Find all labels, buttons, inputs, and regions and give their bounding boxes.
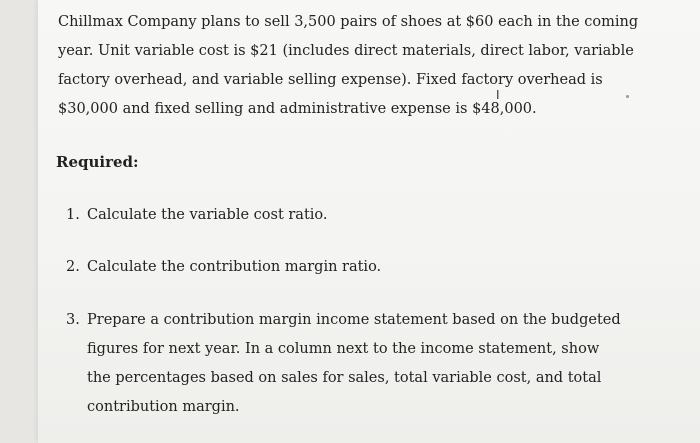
list-item-1 xyxy=(66,201,626,230)
item-text: Calculate the contribution margin ratio. xyxy=(87,259,382,275)
item-text: Calculate the variable cost ratio. xyxy=(87,207,328,223)
item-number: 2. xyxy=(66,259,80,275)
item-number: 3. xyxy=(66,312,80,328)
problem-statement: Chillmax Company plans to sell 3,500 pairs of shoes at $60 each in the coming year. Unit variable cost is $21 (includes direct materials, direct labor, variable factory overhead, and variable selling expense). Fixed factory overhead is $30,000 and fixed selling and administrative expense is $48,000. xyxy=(58,14,639,117)
text-cursor-icon: I xyxy=(496,88,500,102)
item-number: 1. xyxy=(66,207,80,223)
scroll-dot xyxy=(626,95,629,98)
list-item-3 xyxy=(66,306,626,422)
required-heading: Required: xyxy=(56,153,139,171)
list-item-2 xyxy=(66,253,626,282)
item-text: Prepare a contribution margin income statement based on the budgeted figures for next year. In a column next to the income statement, show the percentages based on sales for sales, total variable cost, and total contribution margin. xyxy=(87,312,621,415)
